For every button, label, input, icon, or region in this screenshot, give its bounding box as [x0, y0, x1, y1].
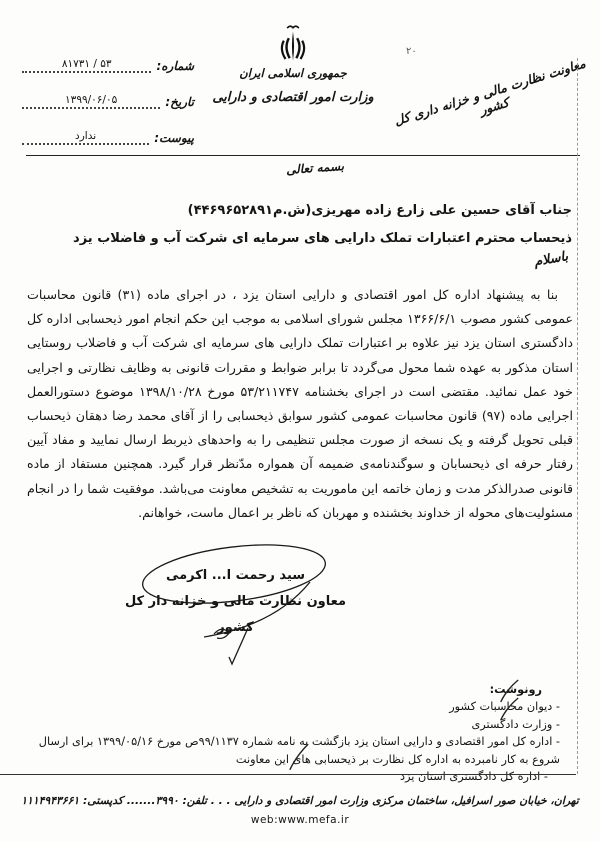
letterhead-divider [26, 155, 580, 156]
letterhead-ministry: وزارت امور اقتصادی و دارایی [212, 90, 374, 105]
ref-number-field [22, 58, 194, 73]
date-label: تاریخ: [165, 95, 194, 109]
recipient-name: جناب آقای حسین علی زارع زاده مهریزی(ش.م۴۴۶۹۶۵۲۸۹۱) [187, 203, 572, 218]
handwritten-mark: ۲۰ [406, 46, 417, 57]
besmele-text: بسمه تعالی [285, 158, 345, 178]
date-value: ۱۳۹۹/۰۶/۰۵ [22, 94, 160, 109]
cc-item-ministry-of-justice: - وزارت دادگستری [471, 717, 560, 731]
iran-emblem-icon [276, 24, 310, 64]
date-field [22, 94, 194, 109]
cc-item-yazd-justice-office: - اداره کل دادگستری استان یزد [400, 770, 548, 784]
letterhead-country: جمهوری اسلامی ایران [239, 66, 347, 80]
letterhead-division: معاونت نظارت مالی و خزانه داری کل کشور [392, 55, 588, 129]
signature-block [108, 563, 363, 641]
signer-title: معاون نظارت مالی و خزانه دار کل کشور [124, 594, 347, 635]
attachment-field [22, 130, 194, 145]
cc-label: رونوشت: [489, 683, 542, 696]
attachment-value: ندارد [22, 130, 149, 145]
footer-divider [0, 774, 576, 775]
attachment-label: پیوست: [154, 131, 194, 145]
footer-address: تهران، خیابان صور اسرافیل، ساختمان مرکزی وزارت امور اقتصادی و دارایی . . . تلفن: ۳۹۹۰....... کدپستی: ۱۱۱۴۹۴۳۶۶۱ [21, 794, 579, 807]
recipient-block [28, 197, 572, 253]
cc-block [28, 681, 574, 785]
fold-mark-line [577, 58, 578, 774]
recipient-title: ذیحساب محترم اعتبارات تملک دارایی های سرمایه ای شرکت آب و فاضلاب یزد [73, 231, 572, 246]
signer-name: سید رحمت ا... اکرمی [165, 568, 306, 583]
cc-item-court-of-audit: - دیوان محاسبات کشور [449, 700, 560, 714]
footer-website: web:www.mefa.ir [250, 814, 350, 826]
cc-item-yazd-economic-office: - اداره کل امور اقتصادی و دارایی استان یزد بازگشت به نامه شماره ۹۹/۱۱۳۷ص مورخ ۱۳۹۹/۰۵/۱۶ برای ارسال شروع به کار نامبرده به اداره کل نظارت بر ذیحسابی های این معاونت [38, 735, 560, 766]
letter-body: بنا به پیشنهاد اداره کل امور اقتصادی و دارایی استان یزد ، در اجرای ماده (۳۱) قانون محاسبات عمومی کشور مصوب ۱۳۶۶/۶/۱ مجلس شورای اسلامی به موجب این حکم انجام امور ذیحسابی اداره کل دادگستری استان یزد نیز علاوه بر اعتبارات تملک دارایی های سرمایه ای شرکت آب و فاضلاب روستایی استان مذکور به عهده شما محول می‌گردد تا برابر ضوابط و مقررات قانونی به وظایف نظارتی و اجرایی خود عمل نمائید. مقتضی است در اجرای بخشنامه ۵۳/۲۱۱۷۴۷ مورخ ۱۳۹۸/۱۰/۲۸ موضوع دستورالعمل اجرایی ماده (۹۷) قانون محاسبات عمومی کشور سوابق ذیحسابی را از آقای محمد رضا دهقان ذیحساب قبلی تحویل گرفته و یک نسخه از صورت مجلس تنظیمی را به واحدهای ذیربط ارسال نمایید و مفاد آیین رفتار حرفه ای ذیحسابان و سوگندنامه‌ی ضمیمه آن همواره مدّنظر قرار گیرد. همچنین مستفاد از ماده قانونی صدرالذکر مدت و زمان خاتمه این ماموریت به تشخیص معاونت می‌باشد. موفقیت شما را در انجام مسئولیت‌های محوله از خداوند بخشنده و مهربان که ناظر بر اعمال ماست، خواهانم. [27, 287, 573, 520]
salutation-text: باسلام [532, 249, 570, 270]
ref-number-label: شماره: [156, 59, 194, 73]
ref-number-value: ۵۳ / ۸۱۷۳۱ [22, 58, 151, 73]
